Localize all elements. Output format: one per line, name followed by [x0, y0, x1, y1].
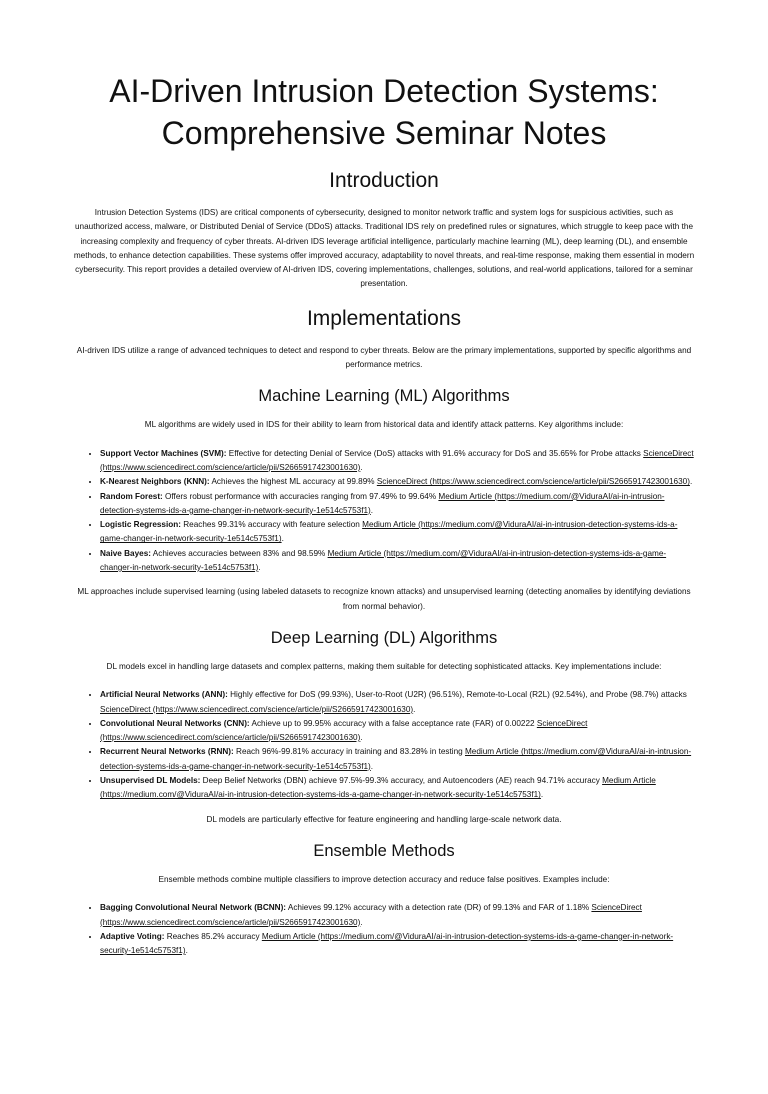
- list-item: [100, 490, 696, 519]
- item-term: Convolutional Neural Networks (CNN):: [100, 718, 250, 728]
- heading-dl-algorithms: Deep Learning (DL) Algorithms: [270, 628, 498, 647]
- item-term: Naive Bayes:: [100, 548, 151, 558]
- list-item: [100, 447, 696, 476]
- ensemble-intro-paragraph: Ensemble methods combine multiple classifiers to improve detection accuracy and reduce false positives. Examples include:: [158, 874, 610, 884]
- heading-ml-algorithms: Machine Learning (ML) Algorithms: [258, 387, 510, 406]
- item-term: Unsupervised DL Models:: [100, 776, 201, 786]
- item-end: .: [540, 790, 544, 800]
- item-term: Support Vector Machines (SVM):: [100, 448, 227, 458]
- list-item: [100, 547, 696, 576]
- list-item: [100, 774, 696, 803]
- list-item: [100, 475, 696, 489]
- item-term: Random Forest:: [100, 491, 163, 501]
- reference-link[interactable]: Medium Article (https://medium.com/@ViduraAI/ai-in-intrusion-detection-systems-ids-a-game-changer-in-network-security-1e514c5753f1): [100, 491, 665, 515]
- dl-intro-paragraph: DL models excel in handling large datasets and complex patterns, making them suitable for detecting sophisticated attacks. Key implementations include:: [106, 661, 662, 671]
- item-text: Achieves 99.12% accuracy with a detection rate (DR) of 99.13% and FAR of 1.18%: [286, 903, 592, 913]
- item-text: Reach 96%-99.81% accuracy in training and 83.28% in testing: [233, 747, 465, 757]
- reference-link[interactable]: ScienceDirect (https://www.sciencedirect.com/science/article/pii/S2665917423001630): [376, 477, 690, 487]
- page-title: AI-Driven Intrusion Detection Systems: Comprehensive Seminar Notes: [109, 73, 659, 151]
- item-term: Bagging Convolutional Neural Network (BCNN):: [100, 903, 287, 913]
- item-end: .: [689, 477, 693, 487]
- list-item: [100, 688, 696, 717]
- item-term: Recurrent Neural Networks (RNN):: [100, 747, 234, 757]
- reference-link[interactable]: Medium Article (https://medium.com/@ViduraAI/ai-in-intrusion-detection-systems-ids-a-game-changer-in-network-security-1e514c5753f1): [100, 520, 678, 544]
- list-item: [100, 518, 696, 547]
- item-term: Adaptive Voting:: [100, 931, 165, 941]
- item-end: .: [370, 761, 374, 771]
- item-text: Achieves accuracies between 83% and 98.59%: [150, 548, 328, 558]
- dl-outro-paragraph: DL models are particularly effective for feature engineering and handling large-scale network data.: [206, 814, 562, 824]
- ml-outro-paragraph: ML approaches include supervised learning (using labeled datasets to recognize known attacks) and unsupervised learning (detecting anomalies by identifying deviations from normal behavior).: [77, 587, 691, 611]
- item-term: K-Nearest Neighbors (KNN):: [100, 477, 210, 487]
- reference-link[interactable]: ScienceDirect (https://www.sciencedirect.com/science/article/pii/S2665917423001630): [100, 903, 642, 927]
- reference-link[interactable]: Medium Article (https://medium.com/@ViduraAI/ai-in-intrusion-detection-systems-ids-a-game-changer-in-network-security-1e514c5753f1): [100, 548, 667, 573]
- list-item: [100, 930, 696, 959]
- ensemble-method-list: [72, 901, 696, 958]
- introduction-paragraph: Intrusion Detection Systems (IDS) are critical components of cybersecurity, designed to monitor network traffic and system logs for suspicious activities, such as unauthorized access, malware, or Distributed Denial of Service (DDoS) attacks. Traditional IDS rely on predefined rules or signatures, which struggle to keep pace with the increasing complexity and frequency of cyber threats. AI-driven IDS leverage artificial intelligence, particularly machine learning (ML), deep learning (DL), and ensemble methods, to enhance detection capabilities. These systems offer improved accuracy, adaptability to novel threats, and real-time response, making them essential in modern cybersecurity. This report provides a detailed overview of AI-driven IDS, covering implementations, challenges, solutions, and real-world applications, tailored for a seminar presentation.: [73, 208, 695, 289]
- item-end: .: [281, 534, 284, 544]
- heading-implementations: Implementations: [306, 306, 462, 330]
- heading-introduction: Introduction: [329, 169, 439, 192]
- item-end: .: [185, 946, 188, 956]
- item-term: Logistic Regression:: [100, 520, 181, 530]
- list-item: [100, 901, 696, 930]
- item-end: .: [360, 462, 363, 472]
- item-text: Deep Belief Networks (DBN) achieve 97.5%-99.3% accuracy, and Autoencoders (AE) reach 94.71% accuracy: [200, 776, 603, 786]
- item-end: .: [360, 733, 363, 743]
- item-text: Reaches 99.31% accuracy with feature selection: [180, 520, 363, 530]
- dl-algorithm-list: [72, 688, 696, 802]
- reference-link[interactable]: Medium Article (https://medium.com/@ViduraAI/ai-in-intrusion-detection-systems-ids-a-game-changer-in-network-security-1e514c5753f1): [100, 931, 674, 956]
- list-item: [100, 717, 696, 746]
- reference-link[interactable]: Medium Article (https://medium.com/@ViduraAI/ai-in-intrusion-detection-systems-ids-a-game-changer-in-network-security-1e514c5753f1): [100, 747, 692, 771]
- reference-link[interactable]: ScienceDirect (https://www.sciencedirect.com/science/article/pii/S2665917423001630): [100, 704, 414, 714]
- item-end: .: [258, 563, 261, 573]
- ml-algorithm-list: [72, 447, 696, 576]
- item-text: Highly effective for DoS (99.93%), User-to-Root (U2R) (96.51%), Remote-to-Local (R2L) (92.54%), and Probe (98.7%) attacks: [227, 690, 687, 700]
- item-text: Reaches 85.2% accuracy: [164, 931, 262, 941]
- reference-link[interactable]: ScienceDirect (https://www.sciencedirect.com/science/article/pii/S2665917423001630): [100, 448, 694, 472]
- item-text: Achieve up to 99.95% accuracy with a false acceptance rate (FAR) of 0.00222: [249, 718, 537, 728]
- item-text: Effective for detecting Denial of Service (DoS) attacks with 91.6% accuracy for DoS and 35.65% for Probe attacks: [226, 448, 644, 458]
- item-end: .: [370, 505, 374, 515]
- reference-link[interactable]: Medium Article (https://medium.com/@ViduraAI/ai-in-intrusion-detection-systems-ids-a-game-changer-in-network-security-1e514c5753f1): [100, 776, 656, 800]
- item-term: Artificial Neural Networks (ANN):: [100, 690, 228, 700]
- item-text: Offers robust performance with accuracies ranging from 97.49% to 99.64%: [162, 491, 439, 501]
- item-end: .: [413, 704, 416, 714]
- ml-intro-paragraph: ML algorithms are widely used in IDS for their ability to learn from historical data and identify attack patterns. Key algorithms include:: [144, 420, 624, 430]
- list-item: [100, 745, 696, 774]
- item-end: .: [360, 917, 363, 927]
- implementations-paragraph: AI-driven IDS utilize a range of advanced techniques to detect and respond to cyber threats. Below are the primary implementations, supported by specific algorithms and performance metrics.: [76, 345, 692, 370]
- item-text: Achieves the highest ML accuracy at 99.89%: [209, 477, 377, 487]
- document-page: [0, 70, 768, 958]
- heading-ensemble-methods: Ensemble Methods: [313, 841, 455, 860]
- reference-link[interactable]: ScienceDirect (https://www.sciencedirect.com/science/article/pii/S2665917423001630): [100, 718, 588, 743]
